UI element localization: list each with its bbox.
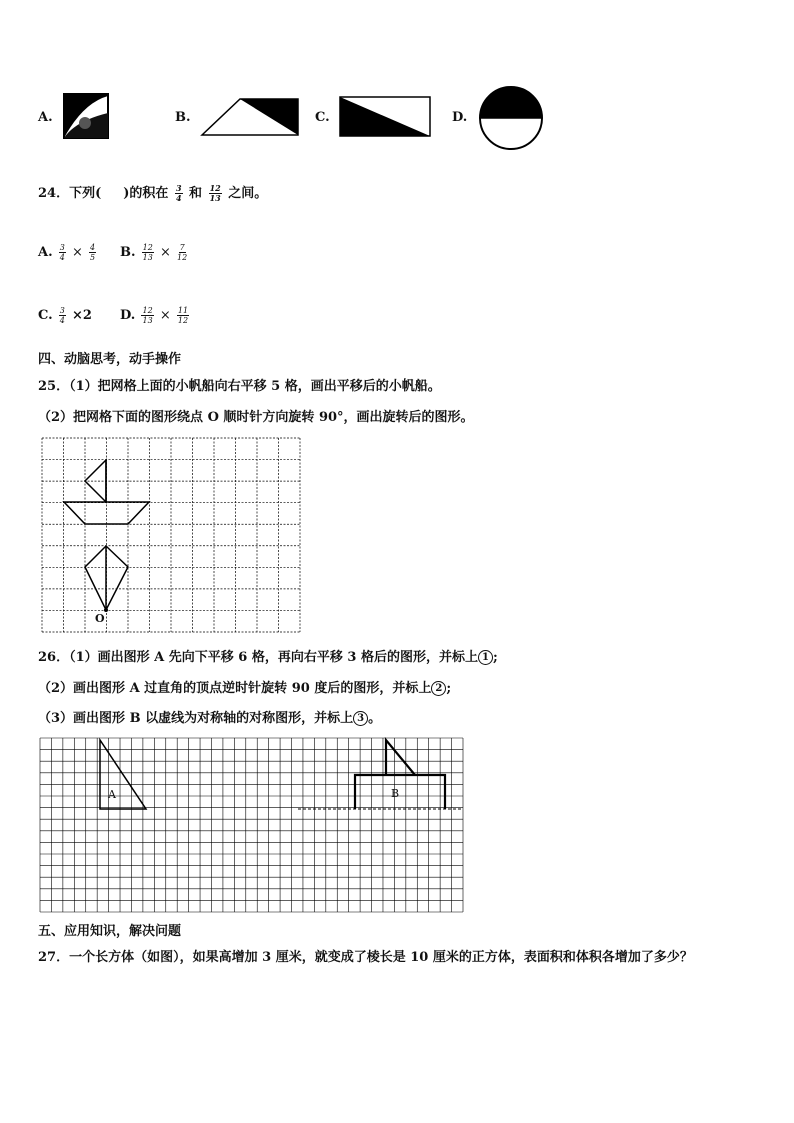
q23-option-d-label[interactable]: D. <box>452 110 468 125</box>
q25-line-2: （2）把网格下面的图形绕点 O 顺时针方向旋转 90°，画出旋转后的图形。 <box>38 410 474 425</box>
q23-figure-d <box>478 85 544 151</box>
mark-3: 3 <box>353 711 368 726</box>
q24-fraction-1: $\frac{3}{4}$ <box>175 183 182 203</box>
q23-option-a-label[interactable]: A. <box>38 110 53 125</box>
q27-question: 27．一个长方体（如图），如果高增加 3 厘米，就变成了棱长是 10 厘米的正方体，表面积和体积各增加了多少？ <box>38 950 693 965</box>
q23-figure-c <box>339 96 431 138</box>
q25-grid <box>42 438 300 634</box>
section-4-heading: 四、动脑思考，动手操作 <box>38 352 182 367</box>
q25-point-o: O <box>95 612 105 625</box>
q24-prefix: 24．下列( <box>38 186 102 201</box>
q24-option-c[interactable]: C. $\frac{3}{4}$ ×2 <box>38 306 92 325</box>
q23-figure-b <box>200 95 300 137</box>
q26-line-2: （2）画出图形 A 过直角的顶点逆时针旋转 90 度后的图形，并标上 2 ; <box>38 681 452 696</box>
figure-b-label: B <box>391 787 400 800</box>
q24-option-d[interactable]: D. $\frac{12}{13}$ × $\frac{11}{12}$ <box>120 306 189 325</box>
q25-line-1: 25．（1）把网格上面的小帆船向右平移 5 格，画出平移后的小帆船。 <box>38 379 441 394</box>
q26-line-1: 26．（1）画出图形 A 先向下平移 6 格，再向右平移 3 格后的图形，并标上 1 ; <box>38 650 498 665</box>
q24-middle: )的积在 <box>123 186 169 201</box>
q24-option-b[interactable]: B. $\frac{12}{13}$ × $\frac{7}{12}$ <box>120 243 188 262</box>
section-5-heading: 五、应用知识，解决问题 <box>38 924 182 939</box>
q24-option-a[interactable]: A. $\frac{3}{4}$ × $\frac{4}{5}$ <box>38 243 96 262</box>
q26-grid <box>40 738 465 914</box>
q24-question <box>38 182 267 203</box>
mark-2: 2 <box>431 681 446 696</box>
q24-fraction-2: $\frac{12}{13}$ <box>209 183 221 203</box>
q26-line-3: （3）画出图形 B 以虚线为对称轴的对称图形，并标上 3 。 <box>38 711 382 726</box>
q23-option-c-label[interactable]: C. <box>315 110 330 125</box>
figure-a-label: A <box>108 788 116 801</box>
q23-figure-a <box>63 93 109 139</box>
q23-option-b-label[interactable]: B. <box>175 110 191 125</box>
q24-suffix: 之间。 <box>228 186 268 201</box>
mark-1: 1 <box>478 650 493 665</box>
q24-and: 和 <box>189 186 203 201</box>
